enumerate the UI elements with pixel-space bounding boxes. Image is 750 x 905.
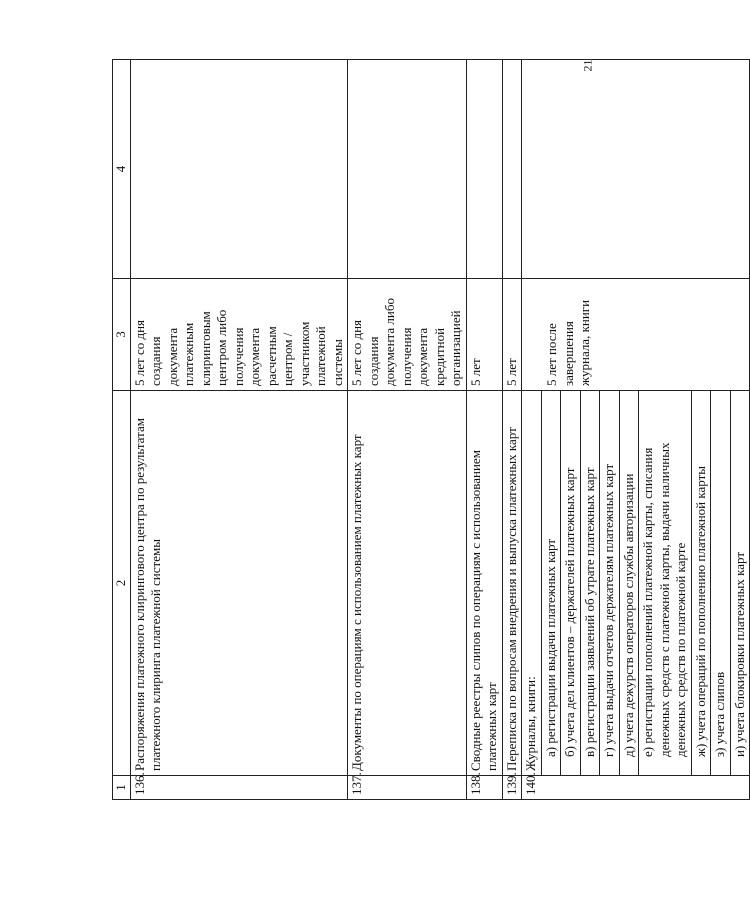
table-row	[522, 60, 750, 800]
row-number: 139.	[502, 776, 522, 800]
header-col-2: 2	[113, 391, 131, 776]
row-document: Сводные реестры слипов по операциям с использованием платежных карт	[466, 391, 502, 776]
retention-table	[112, 59, 750, 800]
row-note	[466, 60, 502, 279]
table-row	[348, 60, 467, 800]
table-row	[130, 60, 348, 800]
table-row	[502, 60, 522, 800]
row-number: 140.	[522, 776, 750, 800]
row-retention-period: 5 лет	[466, 279, 502, 391]
row-number: 138.	[466, 776, 502, 800]
page-number: 21	[580, 59, 595, 72]
list-item: г) учета выдачи отчетов держателям платежных карт	[600, 391, 620, 775]
row-document: Распоряжения платежного клирингового центра по результатам платежного клиринга платежной системы	[130, 391, 348, 776]
row-document: Переписка по вопросам внедрения и выпуска платежных карт	[502, 391, 522, 776]
journals-list	[541, 391, 750, 775]
table-row	[466, 60, 502, 800]
row-note	[522, 60, 750, 279]
list-item: в) регистрации заявлений об утрате платежных карт	[580, 391, 600, 775]
list-item: д) учета дежурств операторов службы авторизации	[619, 391, 639, 775]
journals-lead: Журналы, книги:	[523, 676, 538, 771]
header-col-1: 1	[113, 776, 131, 800]
row-retention-period: 5 лет после завершения журнала, книги	[522, 279, 750, 391]
list-item: б) учета дел клиентов – держателей платежных карт	[561, 391, 581, 775]
row-note	[502, 60, 522, 279]
list-item: а) регистрации выдачи платежных карт	[541, 391, 561, 775]
header-col-4: 4	[113, 60, 131, 279]
header-col-3: 3	[113, 279, 131, 391]
row-note	[130, 60, 348, 279]
header-row	[113, 60, 131, 800]
row-note	[348, 60, 467, 279]
row-number: 137.	[348, 776, 467, 800]
list-item: з) учета слипов	[711, 391, 731, 775]
row-document: Документы по операциям с использованием платежных карт	[348, 391, 467, 776]
row-document-journals	[522, 391, 750, 776]
row-retention-period: 5 лет со дня создания документа платежным клиринговым центром либо получения документа расчетным центром / участником платежной системы	[130, 279, 348, 391]
row-retention-period: 5 лет со дня создания документа либо получения документа кредитной организацией	[348, 279, 467, 391]
list-item: ж) учета операций по пополнению платежной карты	[691, 391, 711, 775]
row-number: 136.	[130, 776, 348, 800]
list-item: и) учета блокировки платежных карт	[730, 391, 749, 775]
list-item: е) регистрации пополнений платежной карты, списания денежных средств с платежной карты, выдачи наличных денежных средств по платежной карте	[639, 391, 692, 775]
row-retention-period: 5 лет	[502, 279, 522, 391]
